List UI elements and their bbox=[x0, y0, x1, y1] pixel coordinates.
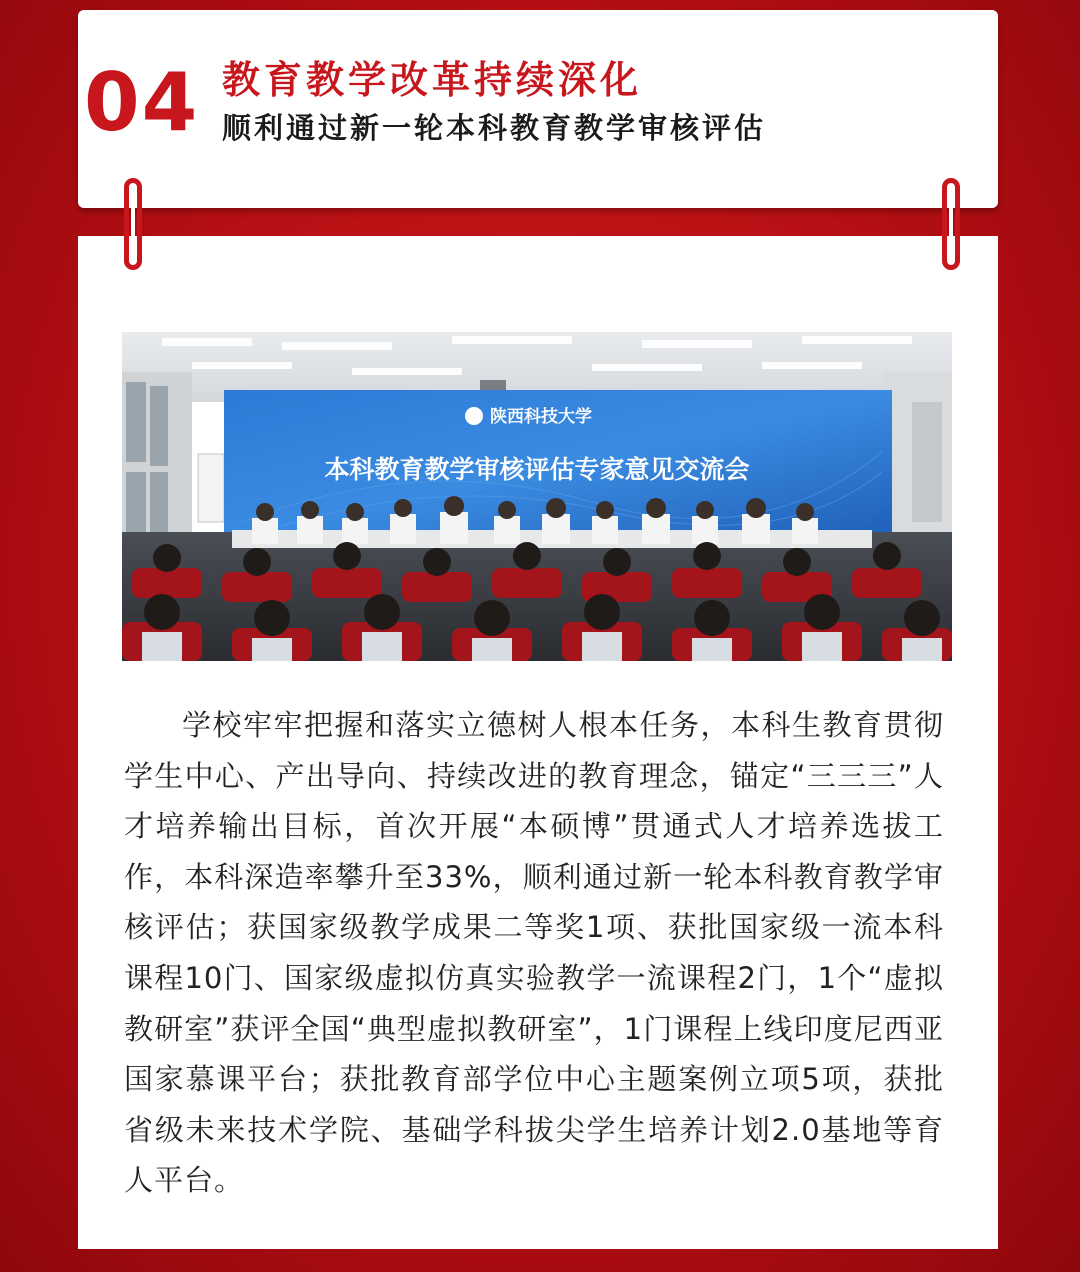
section-number: 04 bbox=[84, 56, 200, 149]
section-subtitle: 顺利通过新一轮本科教育教学审核评估 bbox=[222, 111, 767, 145]
binder-ring-left bbox=[124, 178, 142, 270]
section-title: 教育教学改革持续深化 bbox=[222, 58, 643, 102]
backdrop-logo-text: 陕西科技大学 bbox=[490, 407, 592, 427]
binder-ring-right bbox=[942, 178, 960, 270]
backdrop-title: 本科教育教学审核评估专家意见交流会 bbox=[324, 455, 750, 484]
body-paragraph: 学校牢牢把握和落实立德树人根本任务，本科生教育贯彻学生中心、产出导向、持续改进的教育理念，锚定“三三三”人才培养输出目标，首次开展“本硕博”贯通式人才培养选拔工作，本科深造率攀升至33%，顺利通过新一轮本科教育教学审核评估；获国家级教学成果二等奖1项、获批国家级一流本科课程10门、国家级虚拟仿真实验教学一流课程2门，1个“虚拟教研室”获评全国“典型虚拟教研室”，1门课程上线印度尼西亚国家慕课平台；获批教育部学位中心主题案例立项5项，获批省级未来技术学院、基础学科拔尖学生培养计划2.0基地等育人平台。 bbox=[124, 708, 944, 1198]
meeting-photo bbox=[122, 332, 952, 661]
